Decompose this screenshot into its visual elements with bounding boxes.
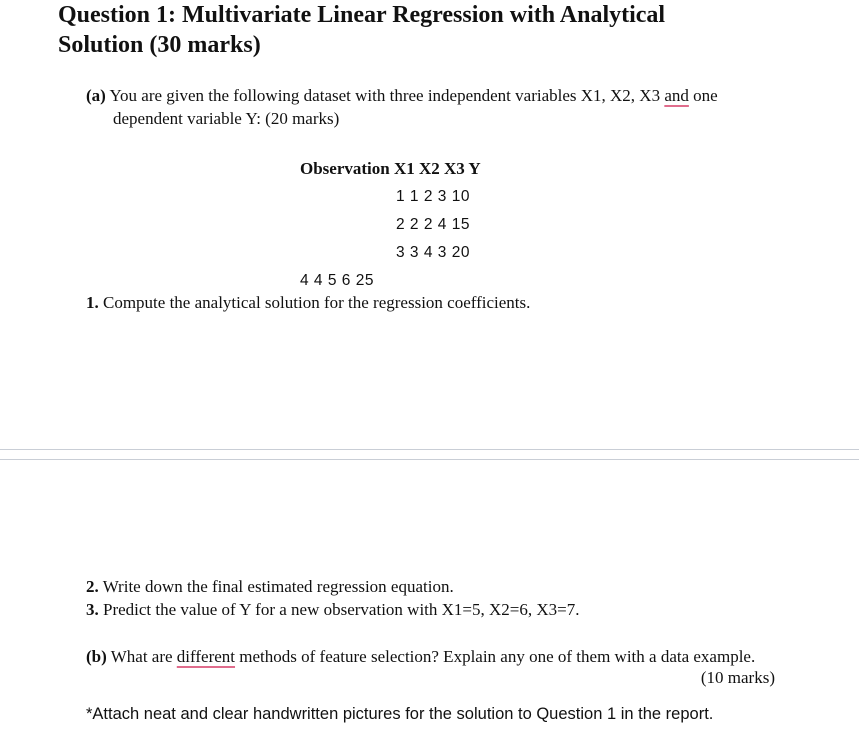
part-a-text-post: one (688, 86, 718, 105)
footer-note: *Attach neat and clear handwritten pictures for the solution to Question 1 in the report. (86, 705, 714, 723)
part-b-text-pre: What are (106, 647, 177, 666)
task-1-text: Compute the analytical solution for the regression coefficients. (98, 293, 531, 312)
task-2-number: 2. (86, 577, 99, 596)
part-b-label: (b) (86, 647, 107, 666)
question-title-line-2: Solution (30 marks) (58, 32, 261, 58)
part-a-text-pre: You are given the following dataset with three independent variables X1, X2, X3 (105, 86, 665, 105)
task-3 (86, 599, 579, 621)
task-1-number: 1. (86, 293, 99, 312)
table-header: Observation X1 X2 X3 Y (300, 159, 481, 178)
task-2-text: Write down the final estimated regression equation. (98, 577, 454, 596)
question-title-line-1: Question 1: Multivariate Linear Regression with Analytical (58, 2, 666, 28)
table-row: 2 2 2 4 15 (396, 216, 470, 233)
part-a-text-underlined: and (664, 86, 689, 105)
part-a-line-2: dependent variable Y: (20 marks) (113, 109, 340, 128)
part-b-text-post: methods of feature selection? Explain any one of them with a data example. (235, 647, 756, 666)
part-a-label: (a) (86, 86, 106, 105)
table-row: 3 3 4 3 20 (396, 244, 470, 261)
part-b-marks: (10 marks) (700, 668, 775, 687)
part-b-line-1 (86, 646, 755, 668)
page-divider-top (0, 449, 859, 450)
task-1 (86, 292, 530, 314)
part-b-text-underlined: different (176, 647, 236, 666)
table-row: 4 4 5 6 25 (300, 272, 374, 289)
table-row: 1 1 2 3 10 (396, 188, 470, 205)
task-3-number: 3. (86, 600, 99, 619)
task-2 (86, 576, 454, 598)
part-a-line-1 (86, 85, 718, 107)
task-3-text: Predict the value of Y for a new observation with X1=5, X2=6, X3=7. (98, 600, 580, 619)
page-divider-bottom (0, 459, 859, 460)
